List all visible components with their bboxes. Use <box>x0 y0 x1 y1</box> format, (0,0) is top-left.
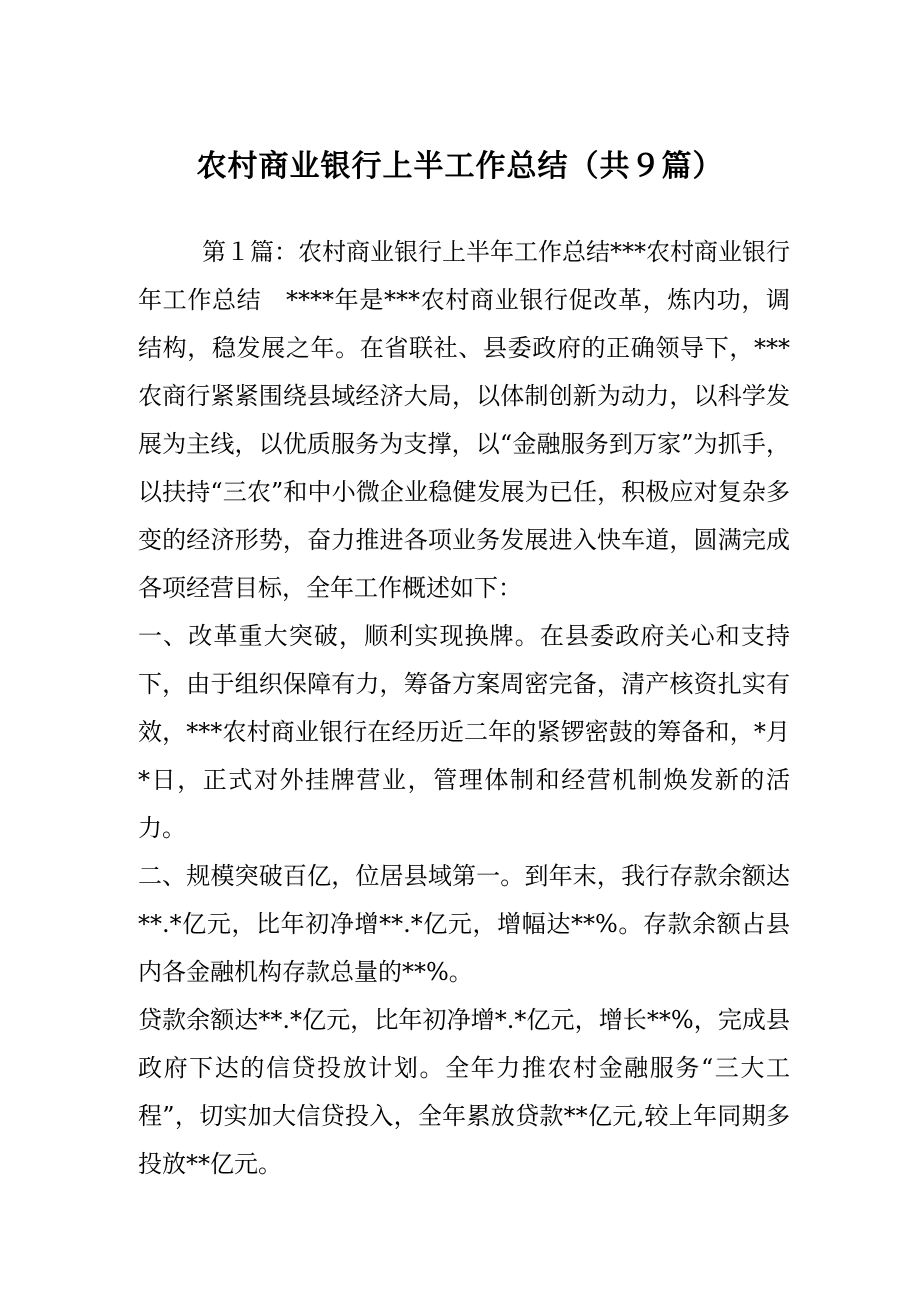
paragraph-loans: 贷款余额达**.*亿元，比年初净增*.*亿元，增长**%，完成县政府下达的信贷投放计划。全年力推农村金融服务“三大工程”，切实加大信贷投入，全年累放贷款**亿元,较上年同期多投放**亿元。 <box>138 1006 790 1178</box>
paragraph-intro: 第１篇：农村商业银行上半年工作总结***农村商业银行年工作总结 ****年是***农村商业银行促改革，炼内功，调结构，稳发展之年。在省联社、县委政府的正确领导下，***农商行紧紧围绕县域经济大局，以体制创新为动力，以科学发展为主线，以优质服务为支撑，以“金融服务到万家”为抓手，以扶持“三农”和中小微企业稳健发展为已任，积极应对复杂多变的经济形势，奋力推进各项业务发展进入快车道，圆满完成各项经营目标，全年工作概述如下： <box>138 238 790 602</box>
paragraph-scale: 二、规模突破百亿，位居县域第一。到年末，我行存款余额达**.*亿元，比年初净增**.*亿元，增幅达**%。存款余额占县内各金融机构存款总量的**%。 <box>138 862 790 986</box>
paragraph-reform: 一、改革重大突破，顺利实现换牌。在县委政府关心和支持下，由于组织保障有力，筹备方案周密完备，清产核资扎实有效，***农村商业银行在经历近二年的紧锣密鼓的筹备和，*月*日，正式对外挂牌营业，管理体制和经营机制焕发新的活力。 <box>138 622 790 842</box>
document-body <box>138 228 790 1188</box>
document-title: 农村商业银行上半工作总结（共９篇） <box>196 149 724 184</box>
